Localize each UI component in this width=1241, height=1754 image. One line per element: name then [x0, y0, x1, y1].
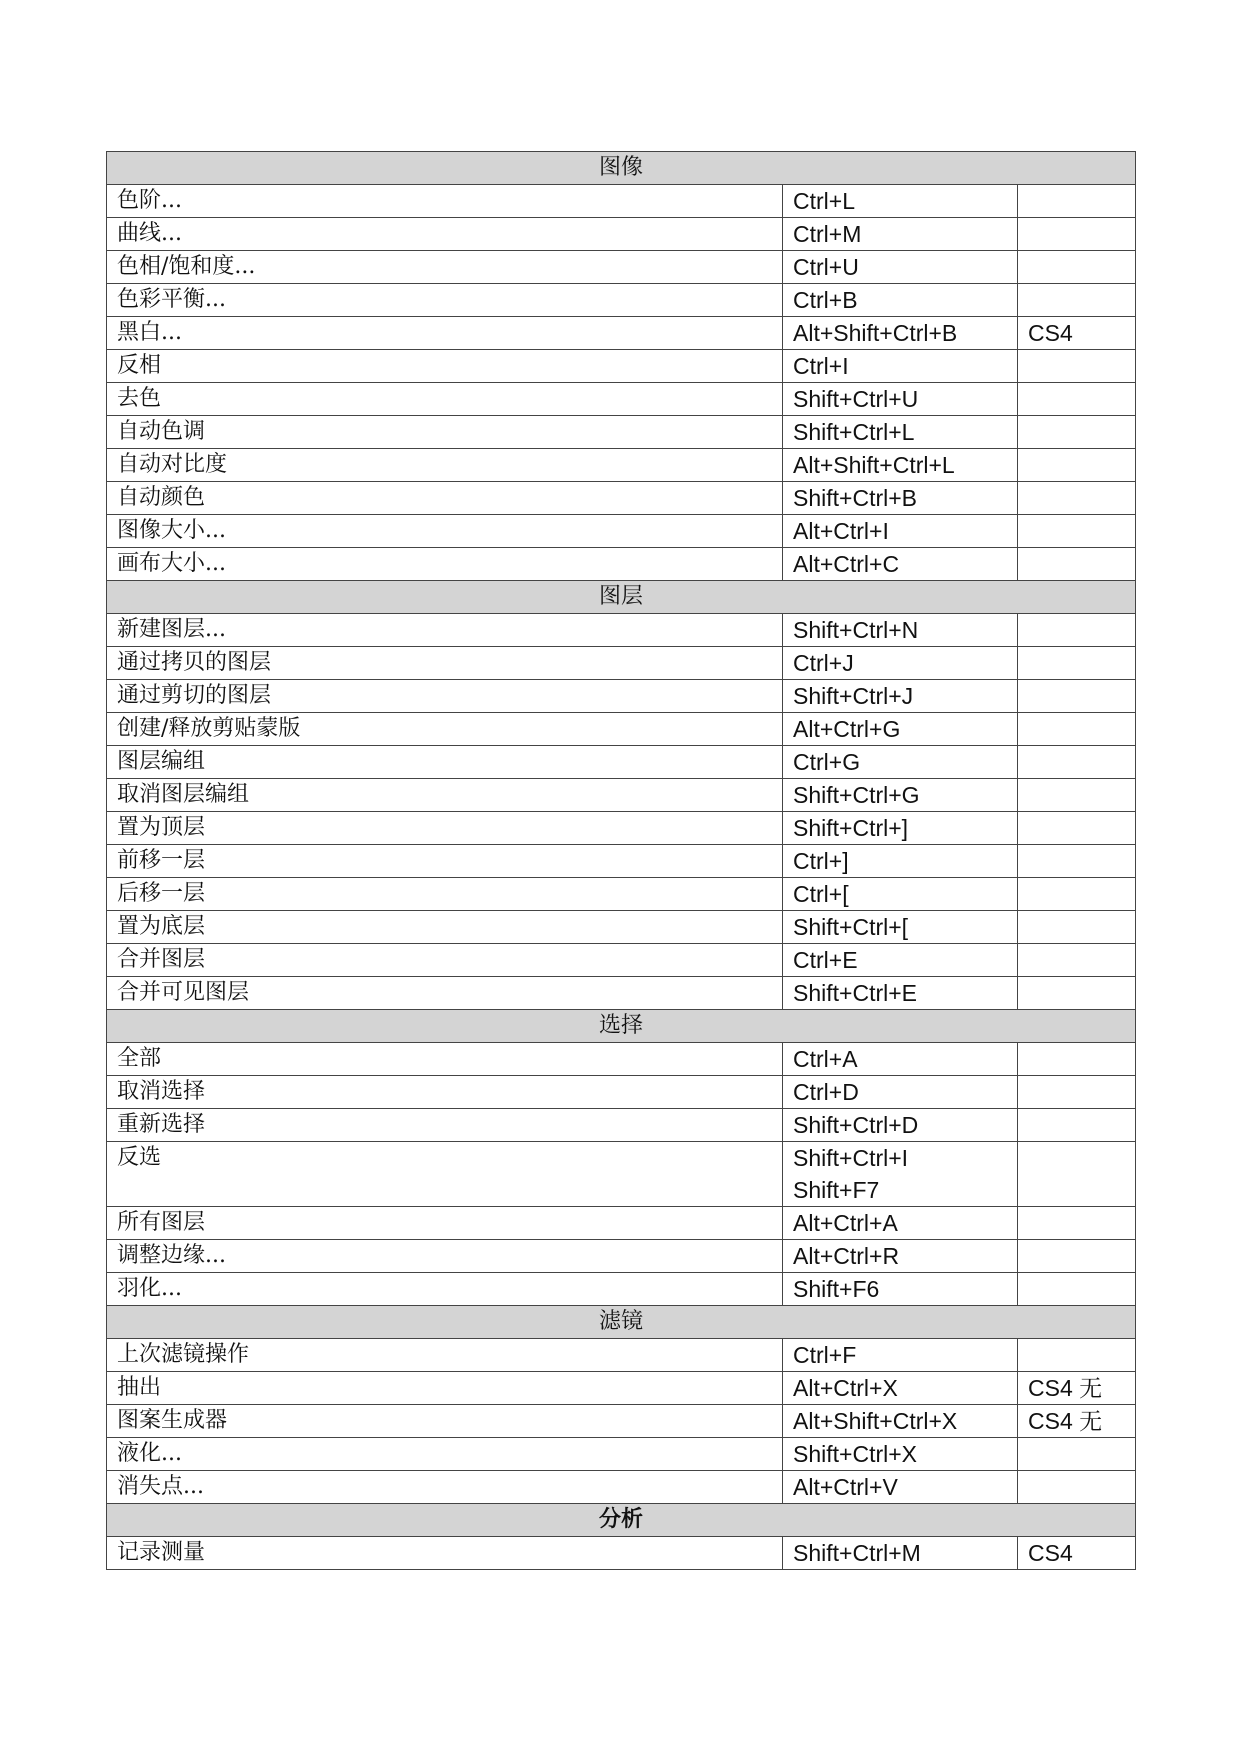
shortcut-keys: Shift+Ctrl+U: [793, 386, 919, 412]
command-name: 创建/释放剪贴蒙版: [107, 713, 783, 746]
version-note: [1018, 1076, 1136, 1109]
table-row: [107, 647, 1136, 680]
version-note: [1018, 680, 1136, 713]
version-note: [1018, 1471, 1136, 1504]
command-name: 色阶...: [107, 185, 783, 218]
table-row: [107, 449, 1136, 482]
shortcut-keys: Ctrl+F: [793, 1342, 857, 1368]
command-name: 上次滤镜操作: [107, 1339, 783, 1372]
command-name: 色相/饱和度...: [107, 251, 783, 284]
shortcut-keys: Ctrl+G: [793, 749, 861, 775]
command-name: 置为顶层: [107, 812, 783, 845]
table-row: [107, 317, 1136, 350]
table-row: [107, 680, 1136, 713]
table-row: [107, 416, 1136, 449]
shortcut-keys: Ctrl+B: [793, 287, 858, 313]
shortcut-keys: Ctrl+E: [793, 947, 858, 973]
command-name: 液化...: [107, 1438, 783, 1471]
command-name: 图层编组: [107, 746, 783, 779]
table-row: [107, 185, 1136, 218]
shortcut-keys: Shift+Ctrl+I: [793, 1145, 909, 1171]
table-row: [107, 845, 1136, 878]
shortcut-cell: [783, 350, 1018, 383]
command-name: 图案生成器: [107, 1405, 783, 1438]
shortcut-cell: [783, 1372, 1018, 1405]
version-note: [1018, 251, 1136, 284]
section-title: 分析: [107, 1504, 1136, 1537]
table-row: [107, 614, 1136, 647]
section-title: 图层: [107, 581, 1136, 614]
table-row: [107, 1043, 1136, 1076]
shortcut-keys: Ctrl+D: [793, 1079, 859, 1105]
shortcut-cell: [783, 416, 1018, 449]
command-name: 取消选择: [107, 1076, 783, 1109]
table-row: [107, 515, 1136, 548]
shortcut-cell: [783, 1471, 1018, 1504]
shortcut-cell: [783, 746, 1018, 779]
shortcut-keys: Ctrl+A: [793, 1046, 858, 1072]
table-row: [107, 548, 1136, 581]
version-note: [1018, 977, 1136, 1010]
command-name: 自动对比度: [107, 449, 783, 482]
shortcut-cell: [783, 944, 1018, 977]
command-name: 合并可见图层: [107, 977, 783, 1010]
command-name: 记录测量: [107, 1537, 783, 1570]
version-note: [1018, 1043, 1136, 1076]
shortcut-table: [106, 151, 1136, 1570]
shortcut-keys: Shift+Ctrl+G: [793, 782, 920, 808]
shortcut-keys: Alt+Shift+Ctrl+X: [793, 1408, 958, 1434]
shortcut-cell: [783, 1405, 1018, 1438]
table-row: [107, 1142, 1136, 1207]
table-row: [107, 1471, 1136, 1504]
shortcut-keys: Ctrl+M: [793, 221, 862, 247]
command-name: 重新选择: [107, 1109, 783, 1142]
version-note: [1018, 218, 1136, 251]
command-name: 羽化...: [107, 1273, 783, 1306]
shortcut-keys: Shift+Ctrl+J: [793, 683, 914, 709]
shortcut-keys: Ctrl+I: [793, 353, 849, 379]
table-row: [107, 1438, 1136, 1471]
version-note: [1018, 1109, 1136, 1142]
command-name: 通过剪切的图层: [107, 680, 783, 713]
version-note: [1018, 449, 1136, 482]
shortcut-cell: [783, 449, 1018, 482]
table-row: [107, 383, 1136, 416]
shortcut-cell: [783, 1339, 1018, 1372]
shortcut-cell: [783, 185, 1018, 218]
command-name: 新建图层...: [107, 614, 783, 647]
table-row: [107, 1405, 1136, 1438]
shortcut-cell: [783, 1043, 1018, 1076]
command-name: 图像大小...: [107, 515, 783, 548]
shortcut-cell: [783, 284, 1018, 317]
table-row: [107, 812, 1136, 845]
table-row: [107, 1240, 1136, 1273]
version-note: [1018, 1273, 1136, 1306]
version-note: [1018, 1142, 1136, 1207]
shortcut-keys: Alt+Ctrl+V: [793, 1474, 898, 1500]
table-row: [107, 284, 1136, 317]
shortcut-keys: Ctrl+L: [793, 188, 855, 214]
shortcut-cell: [783, 1109, 1018, 1142]
version-note: [1018, 746, 1136, 779]
section-header-row: [107, 1010, 1136, 1043]
version-note: [1018, 515, 1136, 548]
shortcut-cell: [783, 1076, 1018, 1109]
section-title: 图像: [107, 152, 1136, 185]
shortcut-cell: [783, 713, 1018, 746]
section-title: 选择: [107, 1010, 1136, 1043]
shortcut-cell: [783, 482, 1018, 515]
version-note: CS4 无: [1018, 1372, 1136, 1405]
shortcut-keys: Ctrl+[: [793, 881, 849, 907]
shortcut-cell: [783, 614, 1018, 647]
shortcut-cell: [783, 515, 1018, 548]
command-name: 后移一层: [107, 878, 783, 911]
command-name: 全部: [107, 1043, 783, 1076]
version-note: [1018, 1339, 1136, 1372]
section-header-row: [107, 152, 1136, 185]
table-row: [107, 1537, 1136, 1570]
shortcut-keys: Shift+F6: [793, 1276, 880, 1302]
version-note: [1018, 416, 1136, 449]
shortcut-cell: [783, 1273, 1018, 1306]
table-row: [107, 350, 1136, 383]
shortcut-cell: [783, 317, 1018, 350]
shortcut-cell: [783, 1438, 1018, 1471]
shortcut-keys: Shift+F7: [793, 1177, 880, 1203]
table-row: [107, 218, 1136, 251]
version-note: [1018, 911, 1136, 944]
version-note: [1018, 284, 1136, 317]
command-name: 去色: [107, 383, 783, 416]
version-note: [1018, 482, 1136, 515]
table-body: [107, 152, 1136, 1570]
version-note: [1018, 944, 1136, 977]
table-row: [107, 746, 1136, 779]
shortcut-cell: [783, 1537, 1018, 1570]
table-row: [107, 779, 1136, 812]
shortcut-keys: Shift+Ctrl+M: [793, 1540, 921, 1566]
shortcut-keys: Ctrl+]: [793, 848, 849, 874]
section-header-row: [107, 1504, 1136, 1537]
table-row: [107, 1372, 1136, 1405]
shortcut-keys: Shift+Ctrl+L: [793, 419, 915, 445]
table-row: [107, 251, 1136, 284]
shortcut-cell: [783, 1240, 1018, 1273]
shortcut-keys: Alt+Ctrl+G: [793, 716, 901, 742]
shortcut-cell: [783, 812, 1018, 845]
version-note: [1018, 350, 1136, 383]
command-name: 通过拷贝的图层: [107, 647, 783, 680]
command-name: 自动颜色: [107, 482, 783, 515]
shortcut-keys: Alt+Ctrl+I: [793, 518, 889, 544]
section-title: 滤镜: [107, 1306, 1136, 1339]
table-row: [107, 1109, 1136, 1142]
table-row: [107, 977, 1136, 1010]
shortcut-keys: Alt+Ctrl+A: [793, 1210, 898, 1236]
shortcut-keys: Alt+Ctrl+X: [793, 1375, 898, 1401]
command-name: 色彩平衡...: [107, 284, 783, 317]
shortcut-keys: Shift+Ctrl+D: [793, 1112, 919, 1138]
shortcut-keys: Ctrl+J: [793, 650, 854, 676]
table-row: [107, 878, 1136, 911]
table-row: [107, 1076, 1136, 1109]
shortcut-cell: [783, 548, 1018, 581]
command-name: 前移一层: [107, 845, 783, 878]
command-name: 置为底层: [107, 911, 783, 944]
version-note: CS4: [1018, 317, 1136, 350]
table-row: [107, 713, 1136, 746]
shortcut-cell: [783, 251, 1018, 284]
shortcut-cell: [783, 383, 1018, 416]
shortcut-keys: Shift+Ctrl+E: [793, 980, 917, 1006]
shortcut-keys: Shift+Ctrl+N: [793, 617, 919, 643]
section-header-row: [107, 1306, 1136, 1339]
version-note: [1018, 548, 1136, 581]
shortcut-keys: Alt+Shift+Ctrl+L: [793, 452, 955, 478]
shortcut-cell: [783, 779, 1018, 812]
table-row: [107, 911, 1136, 944]
shortcut-keys: Shift+Ctrl+[: [793, 914, 909, 940]
command-name: 抽出: [107, 1372, 783, 1405]
command-name: 曲线...: [107, 218, 783, 251]
shortcut-cell: [783, 1142, 1018, 1207]
command-name: 画布大小...: [107, 548, 783, 581]
command-name: 所有图层: [107, 1207, 783, 1240]
command-name: 合并图层: [107, 944, 783, 977]
version-note: [1018, 713, 1136, 746]
version-note: [1018, 1240, 1136, 1273]
table-row: [107, 944, 1136, 977]
version-note: [1018, 812, 1136, 845]
shortcut-keys: Alt+Ctrl+C: [793, 551, 900, 577]
section-header-row: [107, 581, 1136, 614]
version-note: [1018, 185, 1136, 218]
version-note: [1018, 383, 1136, 416]
version-note: [1018, 878, 1136, 911]
table-row: [107, 1273, 1136, 1306]
shortcut-keys: Ctrl+U: [793, 254, 859, 280]
shortcut-cell: [783, 977, 1018, 1010]
command-name: 黑白...: [107, 317, 783, 350]
shortcut-cell: [783, 878, 1018, 911]
shortcut-keys: Shift+Ctrl+]: [793, 815, 909, 841]
shortcut-cell: [783, 218, 1018, 251]
shortcut-keys: Alt+Ctrl+R: [793, 1243, 900, 1269]
command-name: 自动色调: [107, 416, 783, 449]
version-note: [1018, 845, 1136, 878]
version-note: [1018, 614, 1136, 647]
shortcut-keys: Shift+Ctrl+X: [793, 1441, 917, 1467]
shortcut-cell: [783, 647, 1018, 680]
shortcut-keys: Shift+Ctrl+B: [793, 485, 917, 511]
shortcut-cell: [783, 911, 1018, 944]
command-name: 消失点...: [107, 1471, 783, 1504]
command-name: 取消图层编组: [107, 779, 783, 812]
shortcut-cell: [783, 1207, 1018, 1240]
table-row: [107, 1207, 1136, 1240]
version-note: [1018, 647, 1136, 680]
command-name: 反选: [107, 1142, 783, 1207]
table-row: [107, 1339, 1136, 1372]
version-note: [1018, 1438, 1136, 1471]
table-row: [107, 482, 1136, 515]
version-note: CS4 无: [1018, 1405, 1136, 1438]
version-note: [1018, 779, 1136, 812]
shortcut-cell: [783, 680, 1018, 713]
shortcut-cell: [783, 845, 1018, 878]
version-note: [1018, 1207, 1136, 1240]
command-name: 调整边缘...: [107, 1240, 783, 1273]
shortcut-keys: Alt+Shift+Ctrl+B: [793, 320, 958, 346]
version-note: CS4: [1018, 1537, 1136, 1570]
command-name: 反相: [107, 350, 783, 383]
